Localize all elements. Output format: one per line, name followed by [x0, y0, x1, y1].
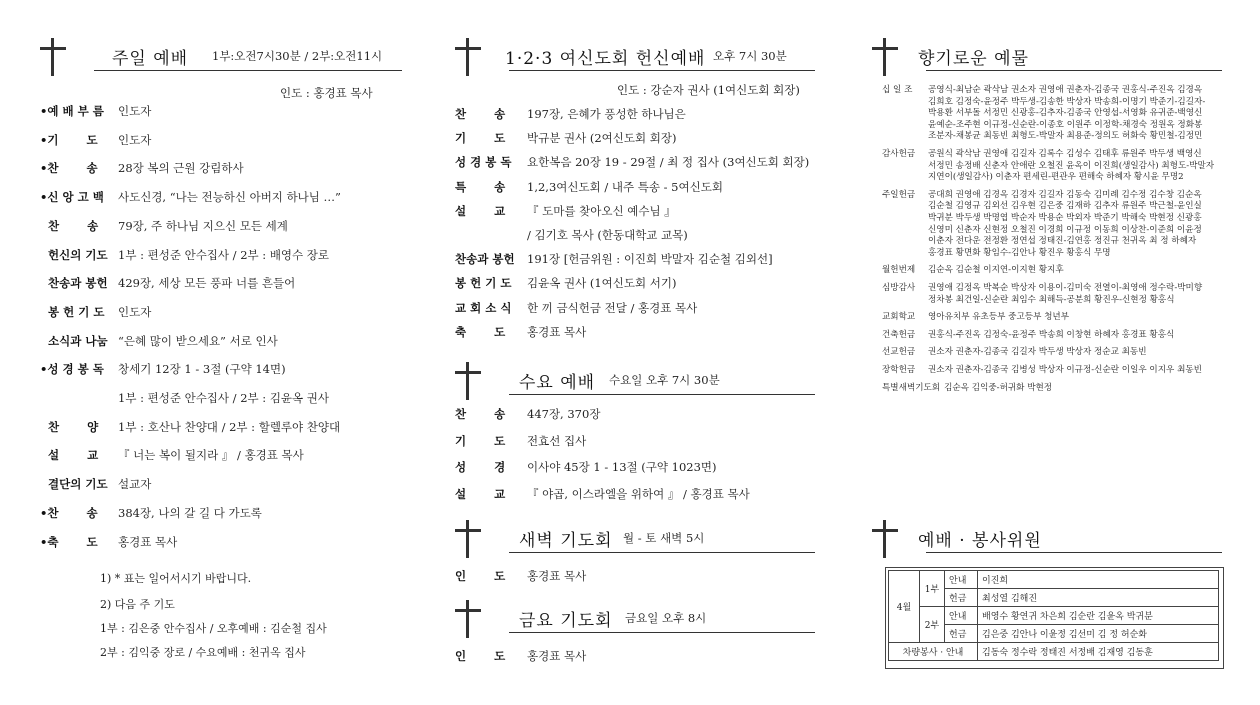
order-item	[455, 275, 676, 291]
order-label: 헌신의 기도	[40, 247, 108, 262]
divider	[926, 552, 1222, 553]
order-label: •신 앙 고 백	[40, 190, 104, 205]
cross-icon	[455, 600, 481, 638]
section-title: 새벽 기도회	[519, 531, 613, 551]
sunday-header	[40, 38, 402, 78]
offering-names: 정차봉 최건일-신순란 최임수 최해득-공분희 황진우-신현정 황홍식	[928, 294, 1175, 305]
note-line: 1부 : 김은중 안수집사 / 오후예배 : 김순철 집사	[100, 622, 327, 635]
order-value: 사도신경, “나는 전능하신 아버지 하나님 …”	[118, 190, 341, 205]
order-item	[40, 247, 329, 263]
role-cell: 헌금	[945, 625, 978, 643]
servants-table	[888, 570, 1219, 661]
offering-line	[882, 225, 1202, 237]
order-item	[40, 505, 262, 521]
offering-line	[882, 365, 1202, 377]
order-item	[40, 447, 304, 463]
names-cell: 배영수 황연귀 차은희 김순란 김윤옥 박귀분	[978, 607, 1219, 625]
offering-names: 지연이(생일감사) 이춘자 편세린-편관우 편해숙 하혜자 황시윤 무명2	[928, 172, 1184, 183]
order-value: 28장 복의 근원 강림하사	[118, 161, 244, 176]
order-value: 1부 : 편성준 안수집사 / 2부 : 배영수 장로	[118, 247, 330, 262]
order-item	[40, 333, 278, 349]
order-item	[40, 419, 340, 435]
order-item	[40, 304, 151, 320]
order-label: 설 교	[455, 203, 506, 218]
wednesday-header	[455, 362, 815, 402]
offering-label: 선교헌금	[882, 347, 916, 358]
order-label: •축 도	[40, 534, 98, 549]
offering-names: 공영식-최남순 곽삭남 권소자 권영애 권춘자-김종국 권홍식-주진옥 김경옥	[928, 85, 1203, 95]
offering-line	[882, 97, 1205, 109]
order-value: 『 도마를 찾아오신 예수님 』	[527, 203, 676, 218]
order-label: 봉 헌 기 도	[455, 276, 512, 291]
order-value: 전효선 집사	[527, 433, 587, 448]
order-value: 인도자	[118, 104, 152, 118]
order-item	[40, 160, 244, 176]
offering-label: 건축헌금	[882, 329, 916, 340]
order-item	[455, 324, 586, 340]
car-label-cell: 차량봉사 · 안내	[889, 643, 978, 661]
order-value: 1,2,3여신도회 / 내주 특송 - 5여신도회	[527, 179, 723, 194]
order-value: 홍경표 목사	[527, 569, 587, 583]
order-item	[455, 106, 686, 122]
order-value: / 김기호 목사 (한동대학교 교목)	[527, 228, 688, 242]
order-label: 결단의 기도	[40, 477, 108, 492]
order-item	[455, 433, 586, 449]
order-item	[40, 189, 341, 205]
offering-line	[882, 120, 1202, 132]
offering-names: 김순철 김영규 김외선 김우현 김은중 김재하 김추자 류원주 박근철-윤인실	[928, 201, 1202, 212]
offering-label: 십 일 조	[882, 85, 913, 95]
order-label: 인 도	[455, 649, 506, 663]
offering-line	[882, 248, 1111, 260]
order-label: 찬 송	[455, 107, 506, 121]
order-item	[455, 648, 586, 664]
order-value: 『 야곱, 이스라엘을 위하여 』 / 홍경표 목사	[527, 487, 750, 502]
offering-names: 윤예순-조주현 이규정-신순란-이종호 이원주 이정학-채경숙 정원옥 정화봉	[928, 119, 1203, 130]
divider	[509, 552, 815, 553]
order-value: 김윤옥 권사 (1여신도회 서기)	[527, 276, 677, 291]
leader-line: 인도 : 강순자 권사 (1여신도회 회장)	[617, 83, 800, 97]
section-title: 금요 기도회	[519, 611, 613, 631]
order-label: 축 도	[455, 324, 506, 339]
order-item	[455, 179, 723, 195]
month-cell: 4월	[889, 571, 920, 643]
order-item	[455, 300, 697, 316]
offering-line	[882, 236, 1196, 248]
order-value: 홍경표 목사	[527, 324, 587, 339]
order-value: 197장, 은혜가 풍성한 하나님은	[527, 107, 686, 121]
order-label: •성 경 봉 독	[40, 362, 104, 377]
offering-line	[882, 347, 1147, 359]
order-item	[40, 476, 151, 492]
order-value: 요한복음 20장 19 - 29절 / 최 정 집사 (3여신도회 회장)	[527, 155, 810, 170]
offering-line	[882, 295, 1175, 307]
part1-cell: 1부	[920, 571, 945, 607]
order-label: 찬 양	[40, 419, 99, 434]
order-value: 429장, 세상 모든 풍파 너를 흔들어	[118, 276, 296, 291]
order-item	[40, 218, 288, 234]
order-label: 성 경	[455, 460, 506, 475]
section-title: 예배 · 봉사위원	[918, 531, 1042, 551]
offering-label: 주일헌금	[882, 189, 916, 200]
offering-line	[882, 312, 1069, 324]
order-value: 1부 : 편성준 안수집사 / 2부 : 김윤옥 권사	[118, 391, 330, 405]
role-cell: 헌금	[945, 589, 978, 607]
offering-names: 김희호 김정숙-윤정주 박두생-김송한 박상자 박송희-이명기 박준기-김길자-	[928, 96, 1206, 107]
order-label: 특 송	[455, 179, 506, 194]
order-label: 설 교	[40, 448, 99, 463]
order-label: 설 교	[455, 487, 506, 502]
section-title: 수요 예배	[519, 373, 596, 393]
offering-names: 박귀분 박두생 박명엽 박순자 박용순 박외자 박준기 박해숙 박현정 신광홍	[928, 213, 1202, 223]
order-item	[40, 534, 177, 550]
order-value: 설교자	[118, 477, 152, 492]
note-line: 2부 : 김익중 장로 / 수요예배 : 천귀옥 집사	[100, 646, 306, 659]
offering-line	[882, 383, 1052, 395]
role-cell: 안내	[945, 571, 978, 589]
order-label: 찬송과 봉헌	[455, 252, 515, 267]
order-item	[455, 227, 688, 243]
offering-line	[882, 108, 1202, 120]
servants-table-frame	[885, 567, 1224, 669]
offering-line	[882, 201, 1202, 213]
order-item	[455, 459, 717, 475]
cross-icon	[455, 520, 481, 558]
divider	[926, 70, 1222, 71]
order-item	[455, 486, 750, 502]
offering-label: 교회학교	[882, 312, 916, 323]
offering-label: 특별새벽기도회	[882, 382, 941, 393]
service-time: 오후 7시 30분	[713, 49, 787, 63]
offering-names: 권홍식-주진옥 김정숙-윤정주 박송희 이창현 하혜자 홍경표 황홍식	[928, 329, 1175, 340]
offering-names: 박용환 서부돌 서정민 신광홍-김추자-김종국 안영섭-서영화 유귀준-백영신	[928, 108, 1203, 119]
offering-line	[882, 149, 1202, 161]
service-time: 금요일 오후 8시	[625, 611, 707, 625]
order-value: 박규분 권사 (2여신도회 회장)	[527, 131, 677, 146]
order-label: 인 도	[455, 569, 506, 583]
offering-names: 권소자 권춘자-김종국 김길자 박두생 박상자 정순교 최동빈	[928, 347, 1147, 358]
order-value: 384장, 나의 갈 길 다 가도록	[118, 505, 262, 520]
offering-names: 영아유치부 유초등부 중고등부 청년부	[928, 312, 1070, 323]
offering-line	[882, 172, 1184, 184]
order-value: 홍경표 목사	[118, 534, 178, 549]
order-label: 소식과 나눔	[40, 333, 108, 348]
offering-label: 심방감사	[882, 283, 916, 293]
section-title: 1·2·3 여신도회 헌신예배	[505, 49, 706, 69]
cross-icon	[455, 38, 481, 76]
order-item	[455, 568, 586, 584]
offering-names: 조분자-채봉균 최동빈 최형도-박말자 최용준-정의도 허화숙 황민철-김정민	[928, 131, 1203, 142]
order-value: 인도자	[118, 132, 152, 147]
names-cell: 김은중 김안나 이윤정 김선미 김 정 허순화	[978, 625, 1219, 643]
order-label: •기 도	[40, 132, 98, 147]
cross-icon	[455, 362, 481, 400]
divider	[509, 70, 815, 71]
order-value: 한 끼 금식헌금 전달 / 홍경표 목사	[527, 300, 698, 315]
order-label: 봉 헌 기 도	[40, 304, 105, 319]
offering-names: 김순옥 김익중-허귀화 박현정	[944, 382, 1053, 393]
order-label: •찬 송	[40, 161, 98, 176]
women-header	[455, 38, 815, 78]
order-item	[455, 203, 676, 219]
order-value: 1부 : 호산나 찬양대 / 2부 : 할렐루야 찬양대	[118, 419, 341, 434]
order-value: 『 너는 복이 될지라 』 / 홍경표 목사	[118, 448, 304, 463]
order-value: 창세기 12장 1 - 3절 (구약 14면)	[118, 362, 286, 377]
offering-label: 감사헌금	[882, 149, 916, 159]
order-item	[40, 103, 151, 119]
service-time: 수요일 오후 7시 30분	[609, 373, 720, 387]
divider	[94, 70, 402, 71]
leader-line: 인도 : 홍경표 목사	[280, 86, 373, 100]
offering-names: 이춘자 전다운 전정환 정연섭 정태진-김연홍 정진규 천귀옥 최 정 하혜자	[928, 236, 1197, 247]
offering-line	[882, 190, 1202, 202]
order-label: •예 배 부 름	[40, 104, 104, 118]
servants-header	[872, 520, 1222, 560]
section-title: 주일 예배	[112, 49, 189, 69]
section-title: 향기로운 예물	[918, 49, 1029, 69]
order-item	[455, 251, 773, 267]
order-label: 찬 송	[40, 218, 99, 233]
offering-names: 김순옥 김순철 이지연-이지현 황지후	[928, 265, 1064, 276]
part2-cell: 2부	[920, 607, 945, 643]
service-times: 1부:오전7시30분 / 2부:오전11시	[212, 49, 383, 63]
order-value: 인도자	[118, 304, 152, 319]
offering-names: 권소자 권춘자-김종국 김병성 박상자 이규정-신순란 이일우 이지우 최동빈	[928, 365, 1202, 375]
divider	[509, 632, 815, 633]
order-label: 교 회 소 식	[455, 300, 512, 315]
service-time: 월 - 토 새벽 5시	[623, 531, 705, 545]
order-item	[40, 390, 329, 406]
order-item	[40, 132, 151, 148]
offering-line	[882, 85, 1202, 97]
cross-icon	[40, 38, 66, 76]
order-value: 447장, 370장	[527, 407, 601, 421]
names-cell: 김동숙 정수락 정태진 서정배 김재영 김동훈	[978, 643, 1219, 661]
offering-line	[882, 213, 1202, 225]
cross-icon	[872, 38, 898, 76]
names-cell: 이진희	[978, 571, 1219, 589]
offerings-header	[872, 38, 1222, 78]
offering-line	[882, 283, 1202, 295]
order-item	[455, 406, 600, 422]
order-label: 기 도	[455, 131, 506, 146]
note-line: 1) * 표는 일어서시기 바랍니다.	[100, 572, 252, 585]
note-line: 2) 다음 주 기도	[100, 598, 175, 611]
order-label: 기 도	[455, 433, 506, 448]
order-item	[40, 275, 295, 291]
dawn-header	[455, 520, 815, 560]
order-value: 홍경표 목사	[527, 649, 587, 663]
order-item	[40, 361, 286, 377]
offering-line	[882, 161, 1214, 173]
offering-label: 월헌번제	[882, 265, 916, 276]
order-label: •찬 송	[40, 505, 98, 520]
cross-icon	[872, 520, 898, 558]
offering-names: 공대희 권영애 김경옥 김경자 김길자 김동숙 김미례 김수정 김수창 김순옥	[928, 189, 1202, 200]
offering-line	[882, 330, 1174, 342]
offering-names: 권영애 김정옥 박복순 박상자 이용이-김미숙 전열이-최영애 정수락-박미향	[928, 283, 1203, 293]
order-value: 191장 [헌금위원 : 이진희 박말자 김순철 김외선]	[527, 252, 773, 267]
names-cell: 최성열 김해진	[978, 589, 1219, 607]
offering-line	[882, 265, 1064, 277]
order-label: 찬송과 봉헌	[40, 276, 108, 291]
offering-names: 홍경표 황면화 황임수-김안나 황진우 황홍식 무명	[928, 247, 1111, 258]
order-value: 이사야 45장 1 - 13절 (구약 1023면)	[527, 460, 717, 475]
order-value: 79장, 주 하나님 지으신 모든 세계	[118, 218, 288, 233]
friday-header	[455, 600, 815, 640]
role-cell: 안내	[945, 607, 978, 625]
offering-line	[882, 131, 1202, 143]
order-item	[455, 154, 809, 170]
order-label: 찬 송	[455, 407, 506, 421]
offering-names: 서정민 송정배 신춘자 안애란 오철진 윤옥이 이진희(생일감사) 최형도-박말자	[928, 160, 1215, 171]
offering-names: 신영미 신춘자 신현정 오철진 이경희 이규정 이동희 이상찬-이준희 이윤정	[928, 224, 1202, 235]
order-value: “은혜 많이 받으세요” 서로 인사	[118, 333, 278, 348]
order-label: 성 경 봉 독	[455, 155, 512, 170]
divider	[509, 394, 815, 395]
offering-names: 공원식 곽삭남 권영애 김길자 김록수 김성수 김태후 류원주 박두생 백영신	[928, 149, 1202, 159]
order-item	[455, 130, 676, 146]
offering-label: 장학헌금	[882, 365, 916, 375]
